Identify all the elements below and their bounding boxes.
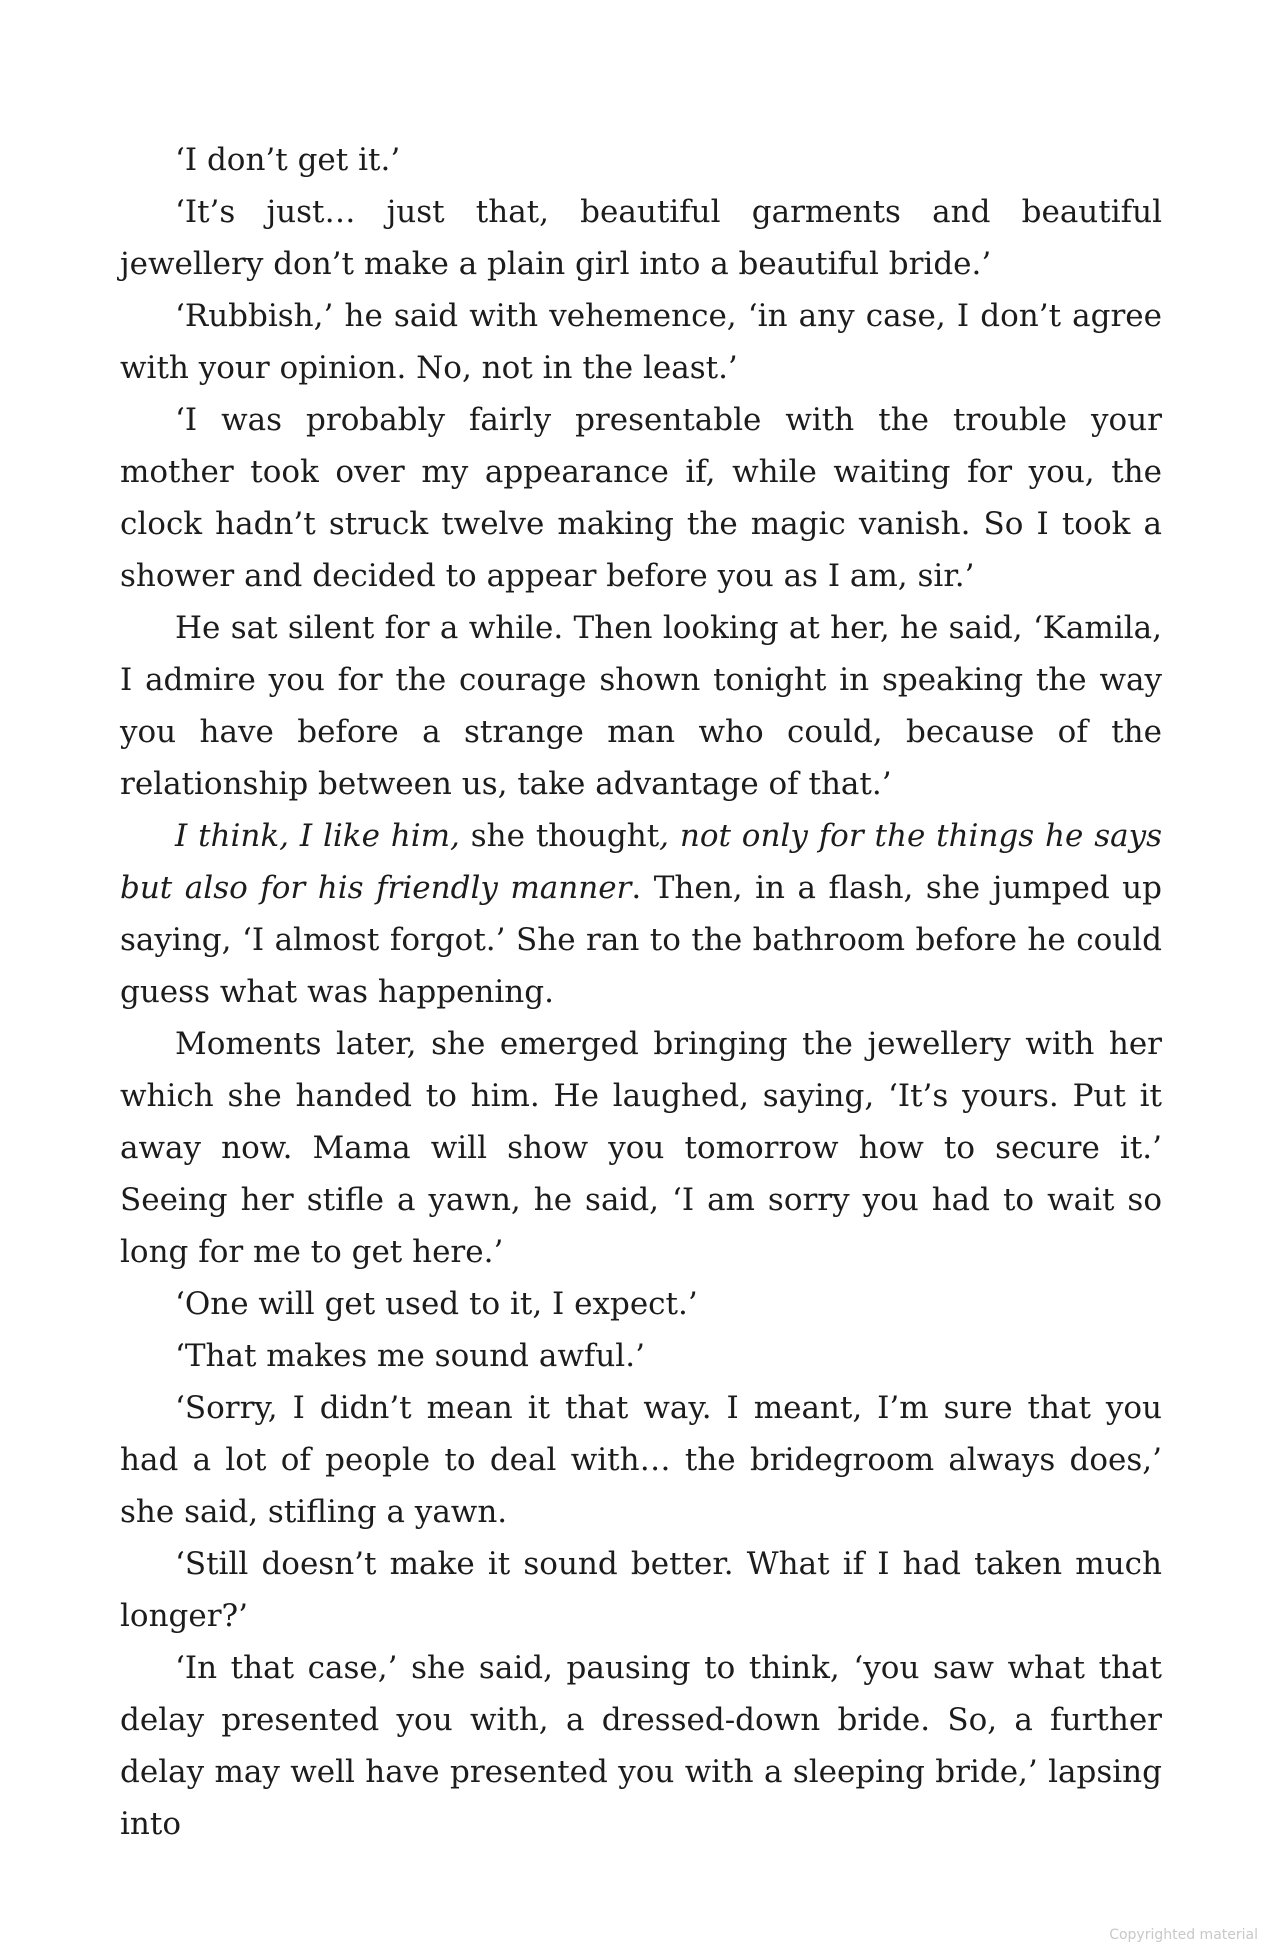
paragraph-9: ‘That makes me sound awful.’ — [175, 1338, 645, 1374]
paragraph-11: ‘Still doesn’t make it sound better. What if I had taken much longer?’ — [120, 1546, 1162, 1634]
paragraph-12: ‘In that case,’ she said, pausing to think, ‘you saw what that delay presented you with, a dressed-down bride. So, a further delay may well have presented you with a sleeping bride,’ lapsing into — [120, 1650, 1162, 1842]
copyright-notice: Copyrighted material — [1109, 1927, 1258, 1943]
paragraph-1: ‘I don’t get it.’ — [175, 142, 401, 178]
paragraph-5: He sat silent for a while. Then looking at her, he said, ‘Kamila, I admire you for the courage shown tonight in speaking the way you have before a strange man who could, because of the relationship between us, take advantage of that.’ — [120, 610, 1162, 802]
paragraph-2: ‘It’s just… just that, beautiful garments and beautiful jewellery don’t make a plain girl into a beautiful bride.’ — [120, 194, 1162, 282]
paragraph-7: Moments later, she emerged bringing the jewellery with her which she handed to him. He laughed, saying, ‘It’s yours. Put it away now. Mama will show you tomorrow how to secure it.’ Seeing her stifle a yawn, he said, ‘I am sorry you had to wait so long for me to get here.’ — [120, 1026, 1162, 1270]
paragraph-3: ‘Rubbish,’ he said with vehemence, ‘in any case, I don’t agree with your opinion. No, not in the least.’ — [120, 298, 1162, 386]
paragraph-10: ‘Sorry, I didn’t mean it that way. I meant, I’m sure that you had a lot of people to deal with… the bridegroom always does,’ she said, stifling a yawn. — [120, 1390, 1162, 1530]
page-body — [120, 134, 1162, 1850]
italic-thought-1: I think, I like him, — [175, 818, 460, 854]
paragraph-4: ‘I was probably fairly presentable with the trouble your mother took over my appearance if, while waiting for you, the clock hadn’t struck twelve making the magic vanish. So I took a shower and decided to appear before you as I am, sir.’ — [120, 402, 1162, 594]
paragraph-6: I think, I like him, she thought, not only for the things he says but also for his friendly manner. Then, in a flash, she jumped up saying, ‘I almost forgot.’ She ran to the bathroom before he could guess what was happening. — [120, 818, 1163, 1010]
paragraph-8: ‘One will get used to it, I expect.’ — [175, 1286, 698, 1322]
italic-thought-2: , not only for the things he says but also for his friendly manner — [120, 818, 1163, 906]
